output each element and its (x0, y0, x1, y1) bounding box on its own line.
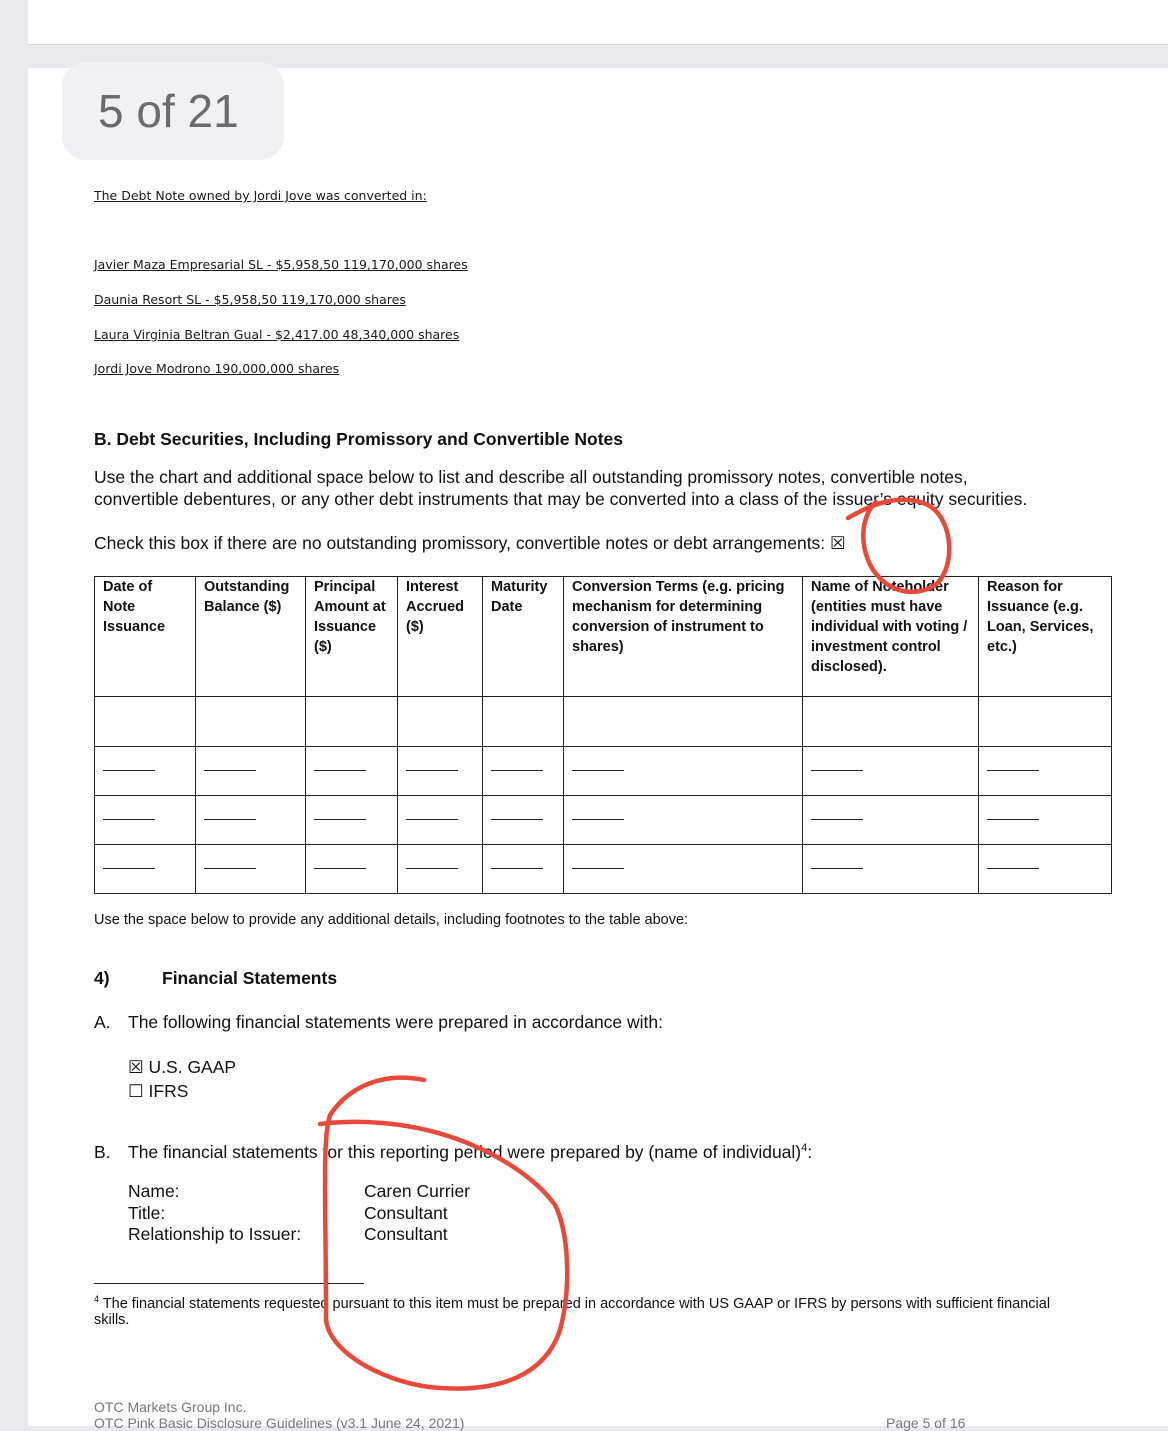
table-cell (95, 844, 196, 893)
table-cell (803, 844, 979, 893)
conversion-intro: The Debt Note owned by Jordi Jove was converted in: (94, 188, 427, 203)
section-4b-body: The financial statements for this reporting period were prepared by (name of individual) (128, 1142, 802, 1162)
table-cell (306, 746, 398, 795)
debt-securities-table (94, 576, 1112, 894)
table-cell (196, 844, 306, 893)
relationship-label: Relationship to Issuer: (128, 1224, 302, 1244)
table-row (95, 746, 1112, 795)
table-cell (564, 844, 803, 893)
table-cell (979, 746, 1112, 795)
blank-line (314, 819, 366, 820)
blank-line (103, 868, 155, 869)
blank-line (987, 868, 1039, 869)
table-cell (95, 795, 196, 844)
blank-line (572, 868, 624, 869)
footnote-line-2: skills. (94, 1312, 130, 1328)
blank-line (204, 770, 256, 771)
name-label: Name: (128, 1181, 180, 1201)
section-4b-label: B. (94, 1142, 111, 1162)
blank-line (811, 868, 863, 869)
section-4b-colon: : (807, 1142, 813, 1162)
conversion-item: Jordi Jove Modrono 190,000,000 shares (94, 361, 340, 376)
conversion-item: Daunia Resort SL - $5,958,50 119,170,000 shares (94, 292, 406, 307)
blank-line (406, 770, 458, 771)
table-cell (398, 795, 483, 844)
table-cell (95, 746, 196, 795)
gaap-option: ☒ U.S. GAAP (128, 1057, 237, 1077)
table-cell (95, 697, 196, 746)
table-cell (306, 795, 398, 844)
footer-document: OTC Pink Basic Disclosure Guidelines (v3.1 June 24, 2021) (94, 1415, 465, 1431)
footer-company: OTC Markets Group Inc. (94, 1399, 247, 1415)
title-value: Consultant (364, 1203, 448, 1223)
section-4b-text (128, 1142, 812, 1163)
blank-line (103, 770, 155, 771)
blank-line (314, 770, 366, 771)
table-cell (564, 746, 803, 795)
table-cell (196, 746, 306, 795)
table-cell (398, 746, 483, 795)
additional-details-note: Use the space below to provide any additional details, including footnotes to the table above: (94, 912, 689, 928)
section-b-description-2: convertible debentures, or any other debt instruments that may be converted into a class of the issuer’s equity securities. (94, 489, 1028, 509)
conversion-item: Laura Virginia Beltran Gual - $2,417.00 48,340,000 shares (94, 327, 460, 342)
blank-line (314, 868, 366, 869)
blank-line (572, 819, 624, 820)
table-cell (306, 844, 398, 893)
table-cell (306, 697, 398, 746)
blank-line (572, 770, 624, 771)
section-4a-text: The following financial statements were prepared in accordance with: (128, 1012, 664, 1032)
table-cell (979, 844, 1112, 893)
table-cell (483, 795, 564, 844)
column-header: Principal Amount at Issuance ($) (306, 577, 398, 697)
footnote-mark: 4 (94, 1294, 100, 1304)
table-cell (483, 746, 564, 795)
table-cell (398, 844, 483, 893)
blank-line (811, 819, 863, 820)
section-b-description-1: Use the chart and additional space below to list and describe all outstanding promissory notes, convertible notes, (94, 467, 968, 487)
table-row (95, 697, 1112, 746)
column-header: Outstanding Balance ($) (196, 577, 306, 697)
title-label: Title: (128, 1203, 166, 1223)
table-cell (483, 697, 564, 746)
column-header: Maturity Date (483, 577, 564, 697)
blank-line (811, 770, 863, 771)
page-counter-text: 5 of 21 (98, 85, 239, 137)
blank-line (491, 770, 543, 771)
section-b-heading: B. Debt Securities, Including Promissory and Convertible Notes (94, 429, 623, 449)
table-cell (979, 697, 1112, 746)
footer-page-number: Page 5 of 16 (886, 1415, 966, 1431)
blank-line (987, 819, 1039, 820)
footnote-ref: 4 (801, 1142, 808, 1155)
previous-page-edge (28, 0, 1168, 45)
section-4-title: Financial Statements (162, 968, 338, 988)
table-header-row (95, 577, 1112, 697)
footnote-line-1: The financial statements requested pursuant to this item must be prepared in accordance with US GAAP or IFRS by persons with sufficient financial (102, 1295, 1051, 1312)
footnote-divider (94, 1283, 364, 1284)
table-row (95, 844, 1112, 893)
table-cell (196, 795, 306, 844)
table-row (95, 795, 1112, 844)
footnote-text (94, 1294, 1050, 1312)
page-counter-badge (62, 62, 284, 160)
table-cell (803, 746, 979, 795)
blank-line (987, 770, 1039, 771)
no-debt-checkbox-line: Check this box if there are no outstanding promissory, convertible notes or debt arrangements: ☒ (94, 533, 846, 553)
blank-line (204, 819, 256, 820)
column-header: Reason for Issuance (e.g. Loan, Services, etc.) (979, 577, 1112, 697)
relationship-value: Consultant (364, 1224, 448, 1244)
table-cell (803, 795, 979, 844)
column-header: Interest Accrued ($) (398, 577, 483, 697)
blank-line (204, 868, 256, 869)
name-value: Caren Currier (364, 1181, 470, 1201)
table-cell (196, 697, 306, 746)
blank-line (491, 868, 543, 869)
table-cell (803, 697, 979, 746)
column-header: Date of Note Issuance (95, 577, 196, 697)
table-cell (979, 795, 1112, 844)
section-4-number: 4) (94, 968, 110, 988)
table-cell (483, 844, 564, 893)
conversion-item: Javier Maza Empresarial SL - $5,958,50 119,170,000 shares (94, 257, 468, 272)
blank-line (103, 819, 155, 820)
blank-line (406, 868, 458, 869)
section-4a-label: A. (94, 1012, 111, 1032)
ifrs-option: ☐ IFRS (128, 1081, 189, 1101)
table-cell (398, 697, 483, 746)
table-cell (564, 697, 803, 746)
blank-line (406, 819, 458, 820)
table-cell (564, 795, 803, 844)
column-header: Conversion Terms (e.g. pricing mechanism for determining conversion of instrument to shares) (564, 577, 803, 697)
blank-line (491, 819, 543, 820)
column-header: Name of Noteholder (entities must have individual with voting / investment control disclosed). (803, 577, 979, 697)
